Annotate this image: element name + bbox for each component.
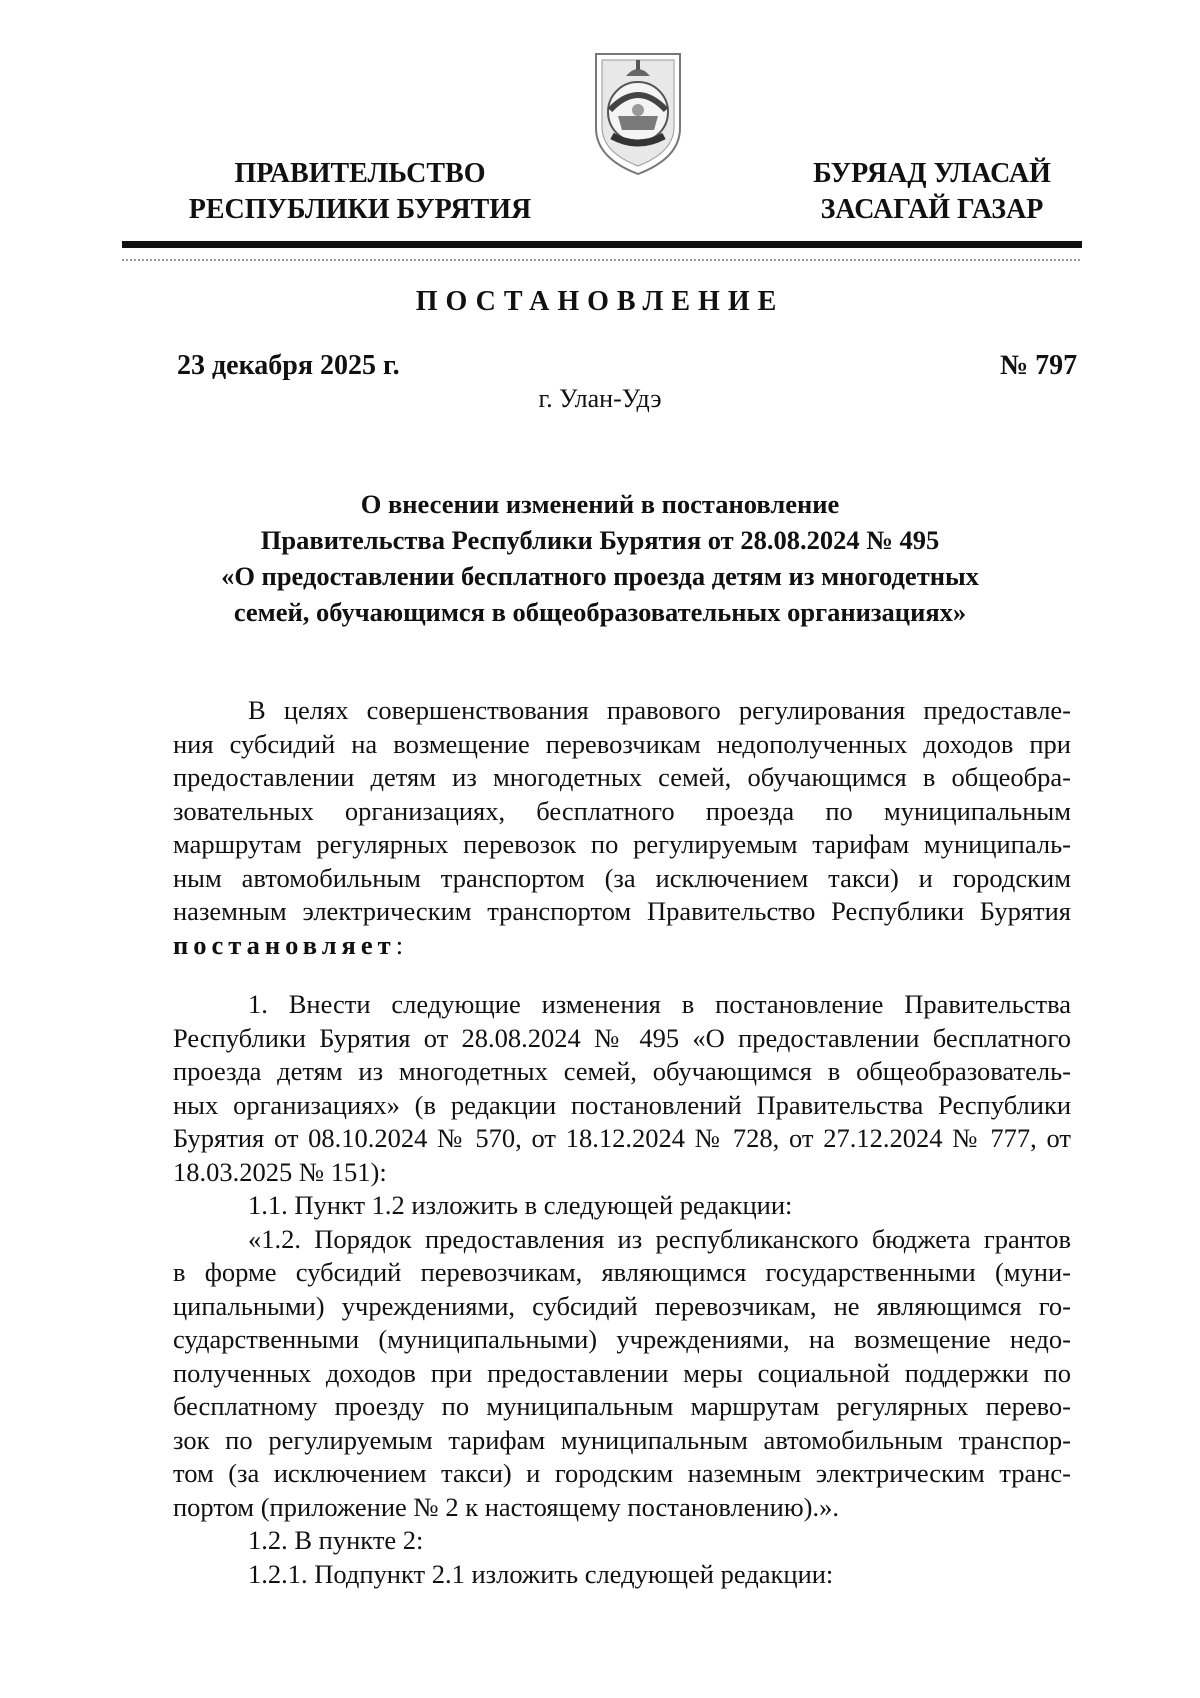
- org-name-bua-line2: ЗАСАГАЙ ГАЗАР: [820, 194, 1044, 225]
- header-rule-thin: [122, 259, 1082, 261]
- document-number: № 797: [1000, 350, 1078, 381]
- preamble-line: ния субсидий на возмещение перевозчикам недополученных доходов при: [173, 728, 1071, 759]
- item-line: полученных доходов при предоставлении меры социальной поддержки по: [173, 1357, 1071, 1388]
- preamble-line: ным автомобильным транспортом (за исключением такси) и городским: [173, 862, 1071, 893]
- item-line: ципальными) учреждениями, субсидий перевозчикам, не являющимся го-: [173, 1290, 1071, 1321]
- coat-of-arms-icon: [588, 50, 688, 178]
- item-line: проезда детям из многодетных семей, обучающимся в общеобразователь-: [173, 1056, 1071, 1086]
- item-line: 1.1. Пункт 1.2 изложить в следующей редакции:: [248, 1190, 793, 1220]
- item-line: бесплатному проезду по муниципальным маршрутам регулярных перево-: [173, 1391, 1071, 1421]
- item-line: 18.03.2025 № 151):: [173, 1156, 387, 1187]
- item-1: [173, 988, 1071, 1591]
- preamble: [173, 694, 1071, 962]
- item-line: 1.2.1. Подпункт 2.1 изложить следующей редакции:: [248, 1558, 834, 1589]
- preamble-line: зовательных организациях, бесплатного проезда по муниципальным: [173, 795, 1071, 826]
- org-name-ru-line1: ПРАВИТЕЛЬСТВО: [234, 158, 486, 189]
- document-type: ПОСТАНОВЛЕНИЕ: [415, 286, 785, 317]
- org-name-bua: [732, 156, 1132, 228]
- title-line: «О предоставлении бесплатного проезда детям из многодетных: [221, 561, 979, 591]
- document-title: [150, 486, 1050, 630]
- document-date: 23 декабря 2025 г.: [177, 350, 400, 381]
- resolves-word: постановляет: [173, 929, 396, 960]
- preamble-line: предоставлении детям из многодетных семей, обучающимся в общеобра-: [173, 762, 1071, 792]
- item-line: Республики Бурятия от 28.08.2024 № 495 «О предоставлении бесплатного: [173, 1022, 1071, 1053]
- preamble-line: наземным электрическим транспортом Правительство Республики Бурятия: [173, 896, 1071, 926]
- item-line: в форме субсидий перевозчикам, являющимся государственными (муни-: [173, 1257, 1071, 1287]
- title-line: Правительства Республики Бурятия от 28.08.2024 № 495: [260, 525, 940, 555]
- title-line: О внесении изменений в постановление: [360, 489, 840, 519]
- item-line: портом (приложение № 2 к настоящему постановлению).».: [173, 1491, 839, 1522]
- preamble-line: В целях совершенствования правового регулирования предоставле-: [248, 695, 1071, 725]
- header-rule-thick: [122, 241, 1082, 248]
- org-name-bua-line1: БУРЯАД УЛАСАЙ: [813, 158, 1051, 189]
- document-city: г. Улан-Удэ: [538, 384, 662, 413]
- title-line: семей, обучающимся в общеобразовательных организациях»: [233, 597, 967, 627]
- item-line: зок по регулируемым тарифам муниципальным автомобильным транспор-: [173, 1424, 1071, 1455]
- org-name-ru-line2: РЕСПУБЛИКИ БУРЯТИЯ: [188, 194, 532, 225]
- item-line: Бурятия от 08.10.2024 № 570, от 18.12.2024 № 728, от 27.12.2024 № 777, от: [173, 1123, 1071, 1153]
- preamble-resolves-line: [173, 929, 1071, 963]
- item-line: сударственными (муниципальными) учреждениями, на возмещение недо-: [173, 1324, 1071, 1354]
- resolves-colon: :: [395, 929, 404, 960]
- item-line: 1.2. В пункте 2:: [248, 1525, 424, 1555]
- item-line: 1. Внести следующие изменения в постановление Правительства: [248, 989, 1071, 1019]
- preamble-line: маршрутам регулярных перевозок по регулируемым тарифам муниципаль-: [173, 829, 1071, 859]
- item-line: «1.2. Порядок предоставления из республиканского бюджета грантов: [248, 1223, 1071, 1254]
- item-line: ных организациях» (в редакции постановлений Правительства Республики: [173, 1089, 1071, 1120]
- org-name-ru: [160, 156, 560, 228]
- item-line: том (за исключением такси) и городским наземным электрическим транс-: [173, 1458, 1071, 1488]
